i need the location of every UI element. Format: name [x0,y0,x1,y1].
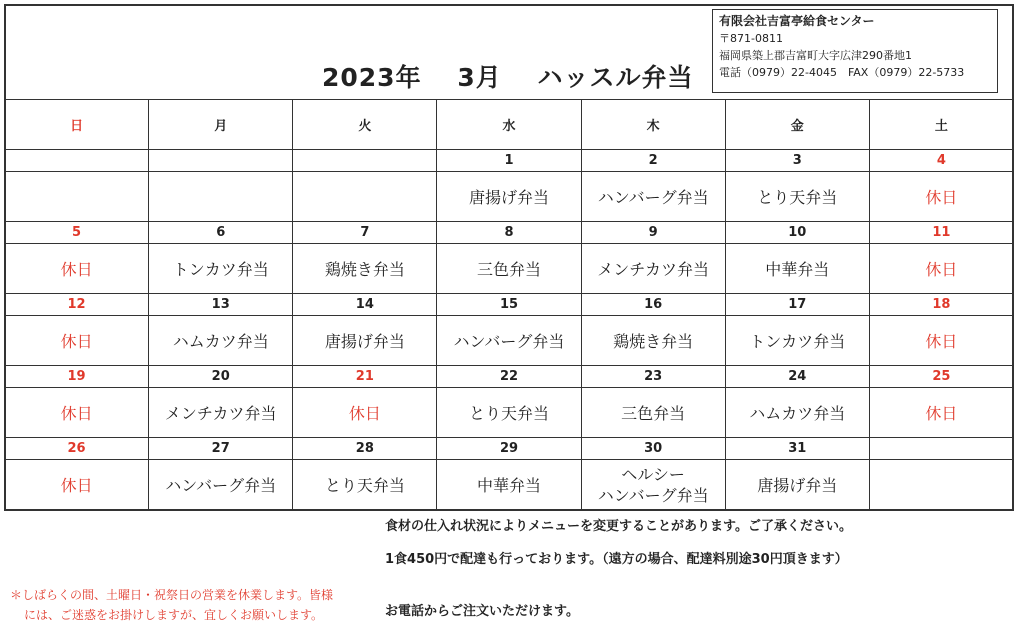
day-number: 30 [581,438,725,460]
title-name: ハッスル弁当 [537,63,694,92]
day-number: 31 [725,438,869,460]
day-number: 29 [437,438,581,460]
day-number: 16 [581,294,725,316]
day-number: 20 [149,366,293,388]
meal-cell: 鶏焼き弁当 [581,316,725,366]
day-number: 15 [437,294,581,316]
meal-cell: 唐揚げ弁当 [293,316,437,366]
title-month: 3月 [457,63,502,92]
meal-cell: ハンバーグ弁当 [437,316,581,366]
meal-row [5,388,1014,438]
day-number: 23 [581,366,725,388]
meal-cell: とり天弁当 [437,388,581,438]
meal-cell: 休日 [5,316,149,366]
day-number: 28 [293,438,437,460]
meal-row [5,172,1014,222]
day-number: 13 [149,294,293,316]
day-number [5,150,149,172]
title-year: 2023年 [322,63,422,92]
day-number: 22 [437,366,581,388]
meal-cell: 休日 [5,244,149,294]
meal-cell: トンカツ弁当 [149,244,293,294]
day-number: 7 [293,222,437,244]
day-number: 8 [437,222,581,244]
meal-cell: 三色弁当 [581,388,725,438]
day-number: 18 [869,294,1013,316]
day-number: 1 [437,150,581,172]
weekday-header: 土 [869,100,1013,150]
day-number: 6 [149,222,293,244]
company-address: 福岡県築上郡吉富町大字広津290番地1 [719,49,912,62]
weekday-header: 月 [149,100,293,150]
company-postal: 〒871-0811 [719,32,783,45]
company-info-box [712,9,998,93]
meal-cell: 休日 [293,388,437,438]
meal-row [5,244,1014,294]
meal-cell: 鶏焼き弁当 [293,244,437,294]
weekday-header: 水 [437,100,581,150]
day-number-row [5,366,1014,388]
weekday-header-row [5,100,1014,150]
meal-cell: とり天弁当 [725,172,869,222]
menu-calendar [4,99,1014,510]
day-number: 14 [293,294,437,316]
meal-cell: 休日 [869,388,1013,438]
company-name: 有限会社吉富亭給食センター [719,14,875,28]
meal-cell: 休日 [869,244,1013,294]
day-number: 25 [869,366,1013,388]
day-number [149,150,293,172]
meal-cell: 唐揚げ弁当 [437,172,581,222]
day-number: 5 [5,222,149,244]
day-number: 26 [5,438,149,460]
meal-cell: ハムカツ弁当 [725,388,869,438]
note-phone-order: お電話からご注文いただけます。 [385,604,579,619]
weekday-header: 木 [581,100,725,150]
day-number: 19 [5,366,149,388]
meal-cell: とり天弁当 [293,460,437,510]
day-number: 11 [869,222,1013,244]
day-number: 21 [293,366,437,388]
meal-line: ヘルシー [621,464,685,484]
day-number [869,438,1013,460]
weekday-header: 金 [725,100,869,150]
meal-cell [869,460,1013,510]
meal-row [5,460,1014,510]
day-number-row [5,150,1014,172]
meal-cell: 中華弁当 [437,460,581,510]
day-number [293,150,437,172]
weekday-header: 日 [5,100,149,150]
meal-cell: ハンバーグ弁当 [149,460,293,510]
day-number: 12 [5,294,149,316]
meal-cell: 唐揚げ弁当 [725,460,869,510]
meal-cell [293,172,437,222]
day-number: 3 [725,150,869,172]
closure-warning-line: には、ご迷惑をお掛けしますが、宜しくお願いします。 [24,608,324,622]
day-number-row [5,222,1014,244]
closure-warning [10,585,333,625]
day-number-row [5,438,1014,460]
note-menu-change: 食材の仕入れ状況によりメニューを変更することがあります。ご了承ください。 [385,519,852,534]
day-number: 4 [869,150,1013,172]
closure-warning-line: ＊しばらくの間、土曜日・祝祭日の営業を休業します。皆様 [10,588,334,602]
meal-cell: 休日 [869,316,1013,366]
meal-cell: ハンバーグ弁当 [581,172,725,222]
meal-cell [149,172,293,222]
day-number: 9 [581,222,725,244]
day-number-row [5,294,1014,316]
note-delivery: 1食450円で配達も行っております。（遠方の場合、配達料別途30円頂きます） [385,552,848,567]
day-number: 2 [581,150,725,172]
company-contact: 電話（0979）22-4045 FAX（0979）22-5733 [719,66,965,79]
day-number: 17 [725,294,869,316]
meal-cell: ハムカツ弁当 [149,316,293,366]
meal-cell: メンチカツ弁当 [581,244,725,294]
weekday-header: 火 [293,100,437,150]
day-number: 27 [149,438,293,460]
page-title [322,58,719,94]
meal-cell: 三色弁当 [437,244,581,294]
meal-cell: 休日 [5,460,149,510]
day-number: 10 [725,222,869,244]
meal-row [5,316,1014,366]
meal-cell: メンチカツ弁当 [149,388,293,438]
meal-cell: 中華弁当 [725,244,869,294]
meal-cell: 休日 [869,172,1013,222]
meal-cell [581,460,725,510]
meal-cell: トンカツ弁当 [725,316,869,366]
meal-cell [5,172,149,222]
meal-cell: 休日 [5,388,149,438]
day-number: 24 [725,366,869,388]
meal-line: ハンバーグ弁当 [597,485,709,505]
